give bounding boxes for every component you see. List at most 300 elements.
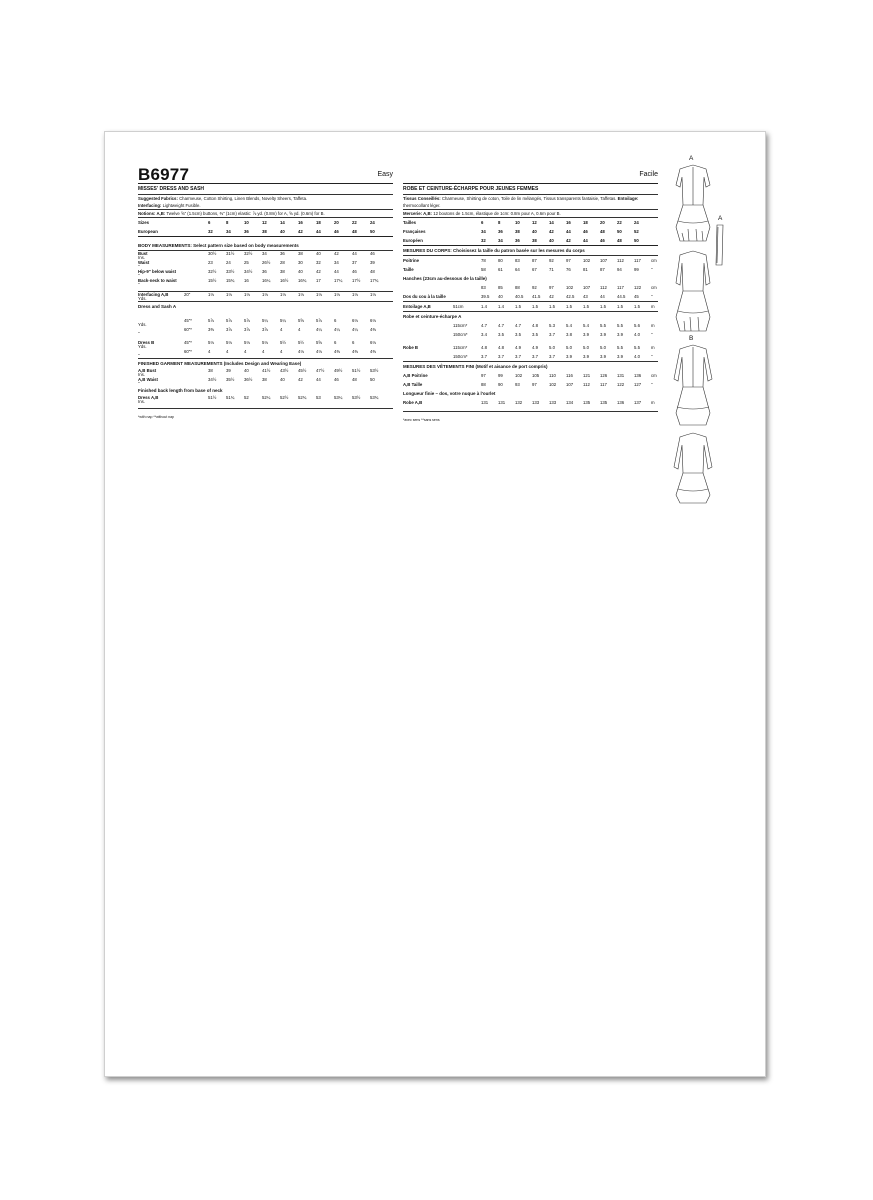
cell: 32 xyxy=(208,229,213,234)
cell: 115cm* xyxy=(453,345,468,350)
cell: 121 xyxy=(583,373,591,378)
cell: 17¾ xyxy=(370,277,379,283)
cell: 16½ xyxy=(280,277,289,283)
back-length-title-fr: Longueur finie – dos, votre nuque à l'ourlet xyxy=(403,391,496,396)
cell: 46 xyxy=(334,376,339,382)
cell: 17½ xyxy=(352,277,361,283)
cell: 131 xyxy=(481,400,489,405)
cell: 3⅜ xyxy=(208,326,214,332)
cell: 38 xyxy=(298,250,303,256)
cell: 102 xyxy=(583,258,591,263)
cell: " xyxy=(138,264,140,270)
cell: 40 xyxy=(244,367,249,373)
cell: 1.5 xyxy=(600,304,606,309)
cell: 102 xyxy=(515,373,523,378)
cell: " xyxy=(138,282,140,288)
table-row xyxy=(138,227,393,236)
cell: 51cm xyxy=(453,304,464,309)
notions-text: Notions: A,B: Twelve ⅝" (1.5cm) buttons, ⅜" (1cm) elastic: ⅞ yd. (0.8m) for A, ⅝ yd. (0.6m) for B. xyxy=(138,211,325,216)
entoilage-row xyxy=(403,302,658,311)
table-row xyxy=(403,343,658,352)
cell: 1.5 xyxy=(532,304,538,309)
cell: 25 xyxy=(244,259,249,265)
cell: 122 xyxy=(617,382,625,387)
english-column xyxy=(138,165,393,421)
cell: m xyxy=(651,345,655,350)
cell: 1.4 xyxy=(481,304,487,309)
cell: 3.4 xyxy=(481,332,487,337)
cell: 4.8 xyxy=(498,345,504,350)
cell: 93 xyxy=(515,382,520,387)
table-row xyxy=(403,321,658,330)
table-row xyxy=(138,395,393,404)
cell: 34½ xyxy=(208,376,217,382)
table-row xyxy=(403,218,658,227)
cell: 4.8 xyxy=(481,345,487,350)
cell: 44.5 xyxy=(617,294,626,299)
cell: 4.0 xyxy=(634,354,640,359)
cell: 88 xyxy=(515,285,520,290)
cell: 5.6 xyxy=(634,323,640,328)
garment-illustrations xyxy=(670,155,730,505)
footnote-fr: *avec sens **sans sens xyxy=(403,418,440,422)
cell: 5.5 xyxy=(600,323,606,328)
cell: 1.5 xyxy=(634,304,640,309)
cell: 38 xyxy=(515,229,520,234)
cell: 24 xyxy=(634,220,639,225)
cell: 40 xyxy=(316,250,321,256)
cell: 60"* xyxy=(184,326,192,332)
cell: 97 xyxy=(481,373,486,378)
cell: 99 xyxy=(634,267,639,272)
cell: 6 xyxy=(208,220,211,225)
fabrics-text-fr: Tissus Conseillés: Charmeuse, Shirting de coton, Toile de lin mélangés, Tissus transparents fantaisie, Taffetas. Entoilage: thermocollant léger. xyxy=(403,196,639,208)
row-label: Françaises xyxy=(403,229,426,234)
cell: 117 xyxy=(617,285,624,290)
cell: 5.0 xyxy=(600,345,606,350)
cell: 36½ xyxy=(244,376,253,382)
cell: 47½ xyxy=(316,367,325,373)
table-row xyxy=(403,352,658,361)
cell: 78 xyxy=(481,258,486,263)
cell: 17¼ xyxy=(334,277,343,283)
robe-a-title: Robe et ceinture-écharpe A xyxy=(403,314,462,319)
cell: 5.0 xyxy=(549,345,555,350)
body-measurements-table-fr xyxy=(403,256,658,274)
cell: 135 xyxy=(583,400,591,405)
cell: 92 xyxy=(549,258,554,263)
table-row xyxy=(403,330,658,339)
cell: 90 xyxy=(498,382,503,387)
cell: 112 xyxy=(617,258,624,263)
cell: 1.5 xyxy=(566,304,572,309)
cell: 40 xyxy=(498,294,503,299)
cell: 3.9 xyxy=(583,332,589,337)
cell: 41.5 xyxy=(532,294,541,299)
cell: 16 xyxy=(298,220,303,225)
table-row xyxy=(138,327,393,336)
cell: 6⅛ xyxy=(370,339,376,345)
cell: 1⅛ xyxy=(244,291,250,297)
table-row xyxy=(403,398,658,407)
cell: 5⅛ xyxy=(262,339,268,345)
row-label: Dos du cou à la taille xyxy=(403,294,446,299)
cell: 40.5 xyxy=(515,294,524,299)
cell: 38 xyxy=(262,376,267,382)
table-row xyxy=(403,283,658,292)
cell: 3.9 xyxy=(617,332,623,337)
row-label: Dress A,B xyxy=(138,394,159,400)
cell: 42 xyxy=(298,376,303,382)
cell: 4 xyxy=(280,348,283,354)
cell: 34 xyxy=(334,259,339,265)
fabrics-text: Suggested Fabrics: Charmeuse, Cotton Shirting, Linen Blends, Novelty Sheers, Taffeta. xyxy=(138,196,308,201)
cell: 36 xyxy=(244,229,249,234)
cell: 40 xyxy=(549,238,554,243)
cell: 3.5 xyxy=(532,332,538,337)
table-row xyxy=(138,349,393,358)
cell: 137 xyxy=(634,400,642,405)
hanches-title: Hanches (23cm au-dessous de la taille) xyxy=(403,276,487,281)
cell: 3.7 xyxy=(481,354,487,359)
cell: 1.5 xyxy=(617,304,623,309)
cell: 4.7 xyxy=(515,323,521,328)
cell: 32½ xyxy=(244,250,253,256)
cell: 16¼ xyxy=(262,277,271,283)
cell: " xyxy=(138,353,140,359)
cell: 5½ xyxy=(298,339,304,345)
cell: 64 xyxy=(515,267,520,272)
cell: 131 xyxy=(498,400,506,405)
cell: 52 xyxy=(634,229,639,234)
cell: 5⅞ xyxy=(244,317,250,323)
row-label: Back-neck to waist xyxy=(138,277,177,283)
cell: 80 xyxy=(498,258,503,263)
cell: 5.0 xyxy=(583,345,589,350)
cell: 116 xyxy=(566,373,573,378)
cell: cm xyxy=(651,258,657,263)
cell: 4 xyxy=(226,348,229,354)
row-label: A,B Taille xyxy=(403,382,423,387)
cell: 4.9 xyxy=(515,345,521,350)
cell: 61 xyxy=(498,267,503,272)
cell: 44 xyxy=(352,250,357,256)
sash-sketch xyxy=(716,225,723,265)
cell: 15¾ xyxy=(226,277,235,283)
cell: 4⅜ xyxy=(370,326,376,332)
cell: 5.3 xyxy=(549,323,555,328)
cell: 5.4 xyxy=(566,323,572,328)
cell: 1.5 xyxy=(549,304,555,309)
cell: 14 xyxy=(280,220,285,225)
cell: 38 xyxy=(532,238,537,243)
cell: 36 xyxy=(280,250,285,256)
cell: 51½ xyxy=(208,394,217,400)
cell: 46 xyxy=(583,229,588,234)
cell: 3.9 xyxy=(566,354,572,359)
cell: 5⅝ xyxy=(298,317,304,323)
cell: 6 xyxy=(334,339,337,345)
cell: 49½ xyxy=(334,367,343,373)
cell: 136 xyxy=(617,400,625,405)
cell: 5⅞ xyxy=(226,317,232,323)
cell: 4.9 xyxy=(532,345,538,350)
row-label: Interfacing A,B xyxy=(138,291,169,297)
cell: 126 xyxy=(600,373,608,378)
cell: 44 xyxy=(316,229,321,234)
cell: 53½ xyxy=(370,367,379,373)
cell: 6⅛ xyxy=(352,317,358,323)
cell: 92 xyxy=(532,285,537,290)
cell: 5⅛ xyxy=(226,339,232,345)
cell: 52¼ xyxy=(262,394,271,400)
cell: 14 xyxy=(549,220,554,225)
cell: 102 xyxy=(566,285,574,290)
table-row xyxy=(138,260,393,269)
cell: 52 xyxy=(244,394,249,400)
cell: 4⅜ xyxy=(334,348,340,354)
cell: 5⅞ xyxy=(316,317,322,323)
cell: 6 xyxy=(352,339,355,345)
cell: 5.4 xyxy=(583,323,589,328)
cell: 5¼ xyxy=(280,317,286,323)
cell: 97 xyxy=(566,258,571,263)
cell: 4 xyxy=(280,326,283,332)
cell: 16¾ xyxy=(298,277,307,283)
cell: 5⅞ xyxy=(208,317,214,323)
cell: Yds. xyxy=(138,344,147,350)
cell: 83 xyxy=(481,285,486,290)
table-row xyxy=(138,318,393,327)
row-label: Robe A,B xyxy=(403,400,423,405)
cell: 22 xyxy=(617,220,622,225)
cell: 133 xyxy=(549,400,557,405)
dress-b-back-sketch xyxy=(674,433,712,503)
cell: 52½ xyxy=(280,394,289,400)
cell: 127 xyxy=(634,382,642,387)
view-label-b: B xyxy=(689,335,694,342)
cell: 34 xyxy=(481,229,486,234)
cell: 3⅞ xyxy=(262,326,268,332)
table-row xyxy=(403,236,658,245)
cell: 97 xyxy=(532,382,537,387)
cell: 10 xyxy=(244,220,249,225)
table-row xyxy=(138,368,393,377)
cell: 3.7 xyxy=(549,332,555,337)
cell: " xyxy=(138,273,140,279)
row-label: Robe B xyxy=(403,345,419,350)
row-label: A,B Waist xyxy=(138,376,158,382)
cell: 35½ xyxy=(226,376,235,382)
cell: m xyxy=(651,323,655,328)
cell: 4.0 xyxy=(634,332,640,337)
cell: 46 xyxy=(370,250,375,256)
cell: 1.4 xyxy=(498,304,504,309)
cell: 4⅜ xyxy=(370,348,376,354)
cell: 48 xyxy=(617,238,622,243)
cell: 97 xyxy=(549,285,554,290)
cell: 41½ xyxy=(262,367,271,373)
interfacing-text: Interfacing: Lightweight Fusible. xyxy=(138,203,201,208)
cell: 50 xyxy=(370,376,375,382)
cell: 44 xyxy=(316,376,321,382)
cell: 17 xyxy=(316,277,321,283)
cell: 34½ xyxy=(244,268,253,274)
cell: 42 xyxy=(549,229,554,234)
cell: 134 xyxy=(566,400,574,405)
cell: 38 xyxy=(208,367,213,373)
row-label: Bust xyxy=(138,250,148,256)
cell: 3.9 xyxy=(600,354,606,359)
back-length-row xyxy=(138,395,393,404)
cell: 5⅛ xyxy=(208,339,214,345)
cell: 22 xyxy=(352,220,357,225)
cell: 52¾ xyxy=(298,394,307,400)
cell: 23 xyxy=(208,259,213,265)
cell: 33½ xyxy=(226,268,235,274)
cell: Ins. xyxy=(138,372,145,378)
cell: 4¼ xyxy=(352,326,358,332)
cell: 71 xyxy=(549,267,554,272)
body-measurements-title-fr: MESURES DU CORPS: Choisissez la taille du patron basée sur les mesures du corps xyxy=(403,248,585,253)
dos-row xyxy=(403,292,658,301)
cell: " xyxy=(138,381,140,387)
cell: 16 xyxy=(566,220,571,225)
cell: 133 xyxy=(532,400,540,405)
robe-b-yardage xyxy=(403,343,658,361)
cell: 36 xyxy=(262,268,267,274)
footnote: *with nap **without nap xyxy=(138,415,174,419)
cell: 28 xyxy=(280,259,285,265)
cell: 115cm* xyxy=(453,323,468,328)
table-row xyxy=(403,227,658,236)
cell: 67 xyxy=(532,267,537,272)
cell: 45½ xyxy=(298,367,307,373)
back-length-title: Finished back length from base of neck xyxy=(138,388,223,393)
table-row xyxy=(403,256,658,265)
cell: 8 xyxy=(226,220,229,225)
hanches-row xyxy=(403,283,658,292)
cell: 42 xyxy=(566,238,571,243)
cell: 132 xyxy=(515,400,523,405)
finished-measurements-title-fr: MESURES DES VÊTEMENTS FINI (Motif et aisance de port compris) xyxy=(403,364,548,369)
cell: 10 xyxy=(515,220,520,225)
cell: 24 xyxy=(226,259,231,265)
cell: 3.9 xyxy=(617,354,623,359)
row-label: Sizes xyxy=(138,220,149,225)
finished-measurements-title: FINISHED GARMENT MEASUREMENTS (Includes Design and Wearing Ease) xyxy=(138,361,302,366)
dress-sash-a-yardage xyxy=(138,318,393,336)
french-column xyxy=(403,165,658,424)
cell: 44 xyxy=(600,294,605,299)
row-label: Européen xyxy=(403,238,423,243)
row-label: European xyxy=(138,229,158,234)
cell: 85 xyxy=(498,285,503,290)
dress-b-front-sketch xyxy=(674,345,712,425)
cell: 88 xyxy=(481,382,486,387)
cell: 4⅜ xyxy=(352,348,358,354)
table-row xyxy=(138,218,393,227)
difficulty-label-fr: Facile xyxy=(639,171,658,178)
table-row xyxy=(138,377,393,386)
row-label: Dress B xyxy=(138,339,155,345)
cell: 5⅛ xyxy=(244,339,250,345)
cell: 38 xyxy=(262,229,267,234)
row-label: Taille xyxy=(403,267,414,272)
cell: m xyxy=(651,304,655,309)
cell: 42 xyxy=(298,229,303,234)
cell: 76 xyxy=(566,267,571,272)
pattern-code: B6977 xyxy=(138,165,190,184)
cell: 50 xyxy=(617,229,622,234)
cell: 1.5 xyxy=(515,304,521,309)
cell: 12 xyxy=(262,220,267,225)
cell: 3.5 xyxy=(498,332,504,337)
cell: 4¼ xyxy=(316,326,322,332)
cell: 38 xyxy=(280,268,285,274)
cell: 45"* xyxy=(184,317,192,323)
cell: " xyxy=(138,331,140,337)
cell: 83 xyxy=(515,258,520,263)
table-row xyxy=(138,269,393,278)
cell: 20 xyxy=(600,220,605,225)
cell: 30 xyxy=(298,259,303,265)
cell: 99 xyxy=(498,373,503,378)
cell: 48 xyxy=(352,376,357,382)
cell: 150cm* xyxy=(453,332,468,337)
cell: 26½ xyxy=(262,259,271,265)
cell: 1⅛ xyxy=(316,291,322,297)
cell: 20" xyxy=(184,291,191,297)
cell: 1.5 xyxy=(583,304,589,309)
cell: 5½ xyxy=(280,339,286,345)
cell: 117 xyxy=(600,382,607,387)
cell: 1⅛ xyxy=(334,291,340,297)
cell: 107 xyxy=(583,285,591,290)
cell: 5.5 xyxy=(634,345,640,350)
cell: 24 xyxy=(370,220,375,225)
cell: 43½ xyxy=(280,367,289,373)
cell: 51¾ xyxy=(226,394,235,400)
row-label: Hip-9" below waist xyxy=(138,268,177,274)
cell: 4.7 xyxy=(498,323,504,328)
cell: 1⅛ xyxy=(262,291,268,297)
cell: " xyxy=(651,267,653,272)
cell: 3⅞ xyxy=(226,326,232,332)
cell: 42 xyxy=(334,250,339,256)
cell: 5.5 xyxy=(617,323,623,328)
cell: 112 xyxy=(583,382,590,387)
cell: 32 xyxy=(316,259,321,265)
table-row xyxy=(403,371,658,380)
garment-sketches-svg xyxy=(670,155,730,505)
cell: 48 xyxy=(370,268,375,274)
cell: " xyxy=(651,294,653,299)
cell: 60"* xyxy=(184,348,192,354)
cell: 48 xyxy=(352,229,357,234)
cell: 150cm* xyxy=(453,354,468,359)
table-row xyxy=(403,302,658,311)
cell: 40 xyxy=(280,229,285,234)
cell: 87 xyxy=(532,258,537,263)
cell: 3.5 xyxy=(515,332,521,337)
cell: 18 xyxy=(583,220,588,225)
cell: 8 xyxy=(498,220,501,225)
cell: 45 xyxy=(634,294,639,299)
back-length-row-fr xyxy=(403,398,658,407)
cell: 34 xyxy=(226,229,231,234)
cell: 107 xyxy=(600,258,608,263)
